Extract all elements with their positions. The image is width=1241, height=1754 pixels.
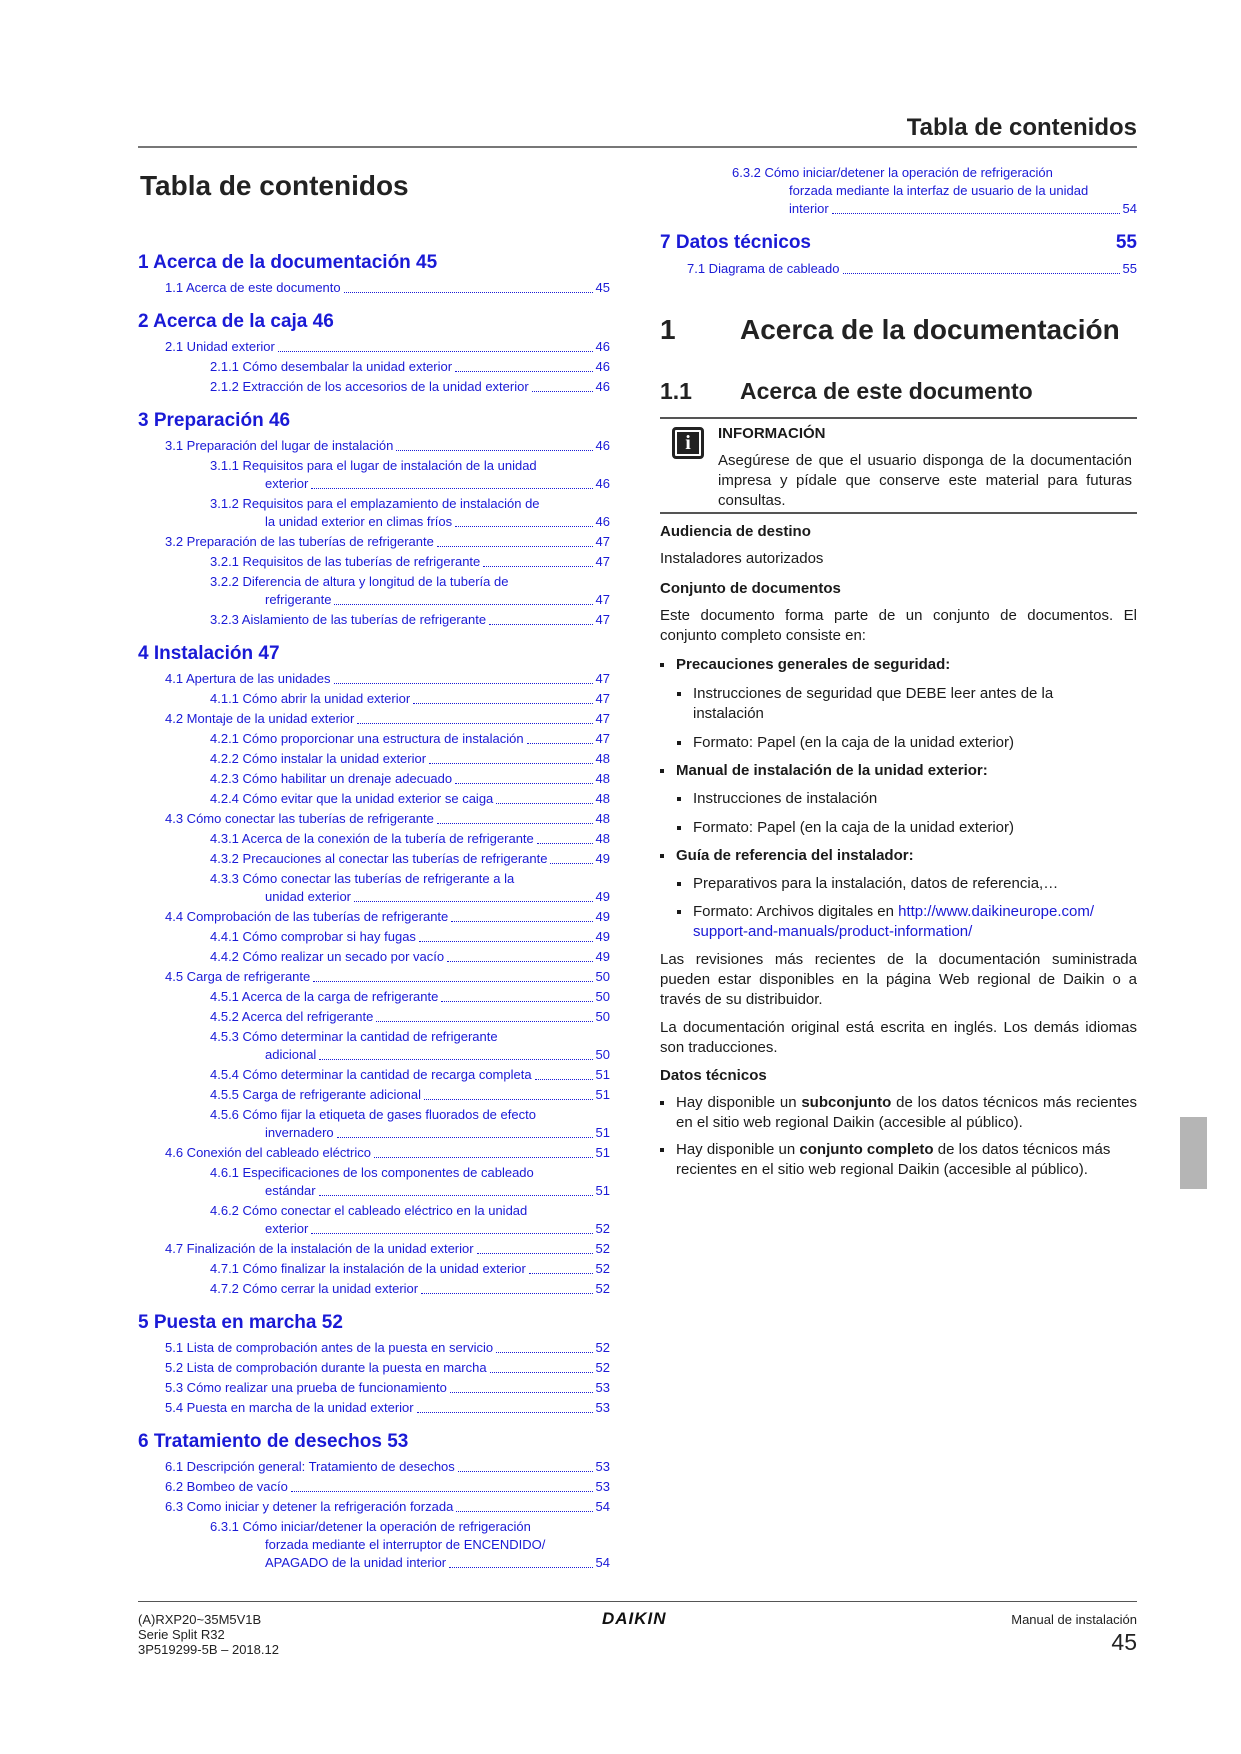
toc-entry[interactable]: 5.2 Lista de comprobación durante la puesta en marcha 52 (165, 1360, 610, 1375)
daikin-link[interactable]: http://www.daikineurope.com/ support-and-manuals/product-information/ (693, 903, 1095, 940)
toc-chapter-4[interactable]: 4 Instalación 47 (138, 643, 280, 664)
revisiones-text: Las revisiones más recientes de la documentación suministrada pueden estar disponibles en la página Web regional de Daikin o a través de su distribuidor. (660, 951, 1137, 1008)
bullet-item: Hay disponible un subconjunto de los datos técnicos más recientes en el sitio web regional Daikin (accesible al público). (660, 1093, 1137, 1133)
info-text: Asegúrese de que el usuario disponga de la documentación impresa y pídale que conserve este material para futuras consultas. (718, 452, 1132, 509)
toc-entry[interactable]: 4.5.5 Carga de refrigerante adicional 51 (210, 1087, 610, 1102)
toc-entry[interactable]: 6.3.2 Cómo iniciar/detener la operación de refrigeración forzada mediante la interfaz de usuario de la unidad interior 54 (732, 165, 1137, 216)
toc-entry[interactable]: 4.5.4 Cómo determinar la cantidad de recarga completa 51 (210, 1067, 610, 1082)
toc-title: Tabla de contenidos (140, 170, 409, 201)
info-box (660, 417, 1137, 514)
toc-entry[interactable]: 3.2 Preparación de las tuberías de refrigerante 47 (165, 534, 610, 549)
toc-entry[interactable]: 4.6.1 Especificaciones de los componentes de cableado estándar 51 (210, 1165, 610, 1198)
toc-entry[interactable]: 3.1.1 Requisitos para el lugar de instalación de la unidad exterior 46 (210, 458, 610, 491)
toc-right-column (660, 164, 1137, 280)
toc-entry[interactable]: 5.1 Lista de comprobación antes de la puesta en servicio 52 (165, 1340, 610, 1355)
audiencia-text: Instaladores autorizados (660, 550, 824, 567)
toc-entry[interactable]: 4.3 Cómo conectar las tuberías de refrigerante 48 (165, 811, 610, 826)
sub-bullet-item: Instrucciones de seguridad que DEBE leer antes de la instalación (677, 684, 1117, 724)
sub-bullet-item: Formato: Archivos digitales en http://www.daikineurope.com/ support-and-manuals/product-information/ (677, 902, 1117, 942)
section-1-1-heading: 1.1 Acerca de este documento (660, 378, 1033, 404)
toc-entry[interactable]: 2.1.1 Cómo desembalar la unidad exterior 46 (210, 359, 610, 374)
toc-entry[interactable]: 4.5.1 Acerca de la carga de refrigerante 50 (210, 989, 610, 1004)
toc-entry[interactable]: 4.5.6 Cómo fijar la etiqueta de gases fluorados de efecto invernadero 51 (210, 1107, 610, 1140)
sub-bullet-item: Formato: Papel (en la caja de la unidad exterior) (677, 818, 1117, 838)
header-rule (138, 146, 1137, 148)
toc-entry[interactable]: 6.3.1 Cómo iniciar/detener la operación de refrigeración forzada mediante el interruptor de ENCENDIDO/ APAGADO de la unidad interior 54 (210, 1519, 610, 1570)
toc-entry[interactable]: 4.5.3 Cómo determinar la cantidad de refrigerante adicional 50 (210, 1029, 610, 1062)
toc-chapter-7[interactable]: 7 Datos técnicos 55 (660, 232, 1137, 253)
page-number: 45 (1111, 1629, 1137, 1655)
toc-entry[interactable]: 3.1 Preparación del lugar de instalación 46 (165, 438, 610, 453)
toc-entry[interactable]: 4.3.1 Acerca de la conexión de la tubería de refrigerante 48 (210, 831, 610, 846)
toc-entry[interactable]: 4.7.1 Cómo finalizar la instalación de la unidad exterior 52 (210, 1261, 610, 1276)
toc-entry[interactable]: 4.2.1 Cómo proporcionar una estructura de instalación 47 (210, 731, 610, 746)
toc-chapter-6[interactable]: 6 Tratamiento de desechos 53 (138, 1431, 409, 1452)
toc-entry[interactable]: 5.3 Cómo realizar una prueba de funcionamiento 53 (165, 1380, 610, 1395)
toc-chapter-2[interactable]: 2 Acerca de la caja 46 (138, 311, 334, 332)
toc-chapter-5[interactable]: 5 Puesta en marcha 52 (138, 1312, 343, 1333)
bullet-item: Manual de instalación de la unidad exterior: (660, 761, 1137, 781)
conjunto-heading: Conjunto de documentos (660, 580, 841, 597)
toc-entry[interactable]: 2.1 Unidad exterior 46 (165, 339, 610, 354)
info-title: INFORMACIÓN (718, 425, 826, 442)
toc-entry[interactable]: 2.1.2 Extracción de los accesorios de la unidad exterior 46 (210, 379, 610, 394)
toc-entry[interactable]: 3.2.1 Requisitos de las tuberías de refrigerante 47 (210, 554, 610, 569)
sub-bullet-item: Formato: Papel (en la caja de la unidad exterior) (677, 733, 1117, 753)
running-header-title: Tabla de contenidos (906, 114, 1137, 141)
original-text: La documentación original está escrita en inglés. Los demás idiomas son traducciones. (660, 1019, 1137, 1056)
footer-manual: Manual de instalación (1011, 1612, 1137, 1627)
toc-entry[interactable]: 4.7.2 Cómo cerrar la unidad exterior 52 (210, 1281, 610, 1296)
bullet-item: Hay disponible un conjunto completo de los datos técnicos más recientes en el sitio web regional Daikin (accesible al público). (660, 1140, 1137, 1180)
side-tab (1180, 1117, 1207, 1189)
footer-ref: 3P519299-5B – 2018.12 (138, 1642, 279, 1657)
footer-left (138, 1612, 279, 1657)
info-icon: i (672, 427, 704, 459)
toc-entry[interactable]: 6.3 Como iniciar y detener la refrigeración forzada 54 (165, 1499, 610, 1514)
toc-entry[interactable]: 4.5 Carga de refrigerante 50 (165, 969, 610, 984)
toc-entry[interactable]: 4.3.2 Precauciones al conectar las tuberías de refrigerante 49 (210, 851, 610, 866)
toc-entry[interactable]: 4.1 Apertura de las unidades 47 (165, 671, 610, 686)
toc-entry[interactable]: 6.2 Bombeo de vacío 53 (165, 1479, 610, 1494)
toc-entry[interactable]: 5.4 Puesta en marcha de la unidad exterior 53 (165, 1400, 610, 1415)
daikin-logo: DAIKIN (602, 1609, 667, 1628)
section-1-heading: 1 Acerca de la documentación (660, 314, 1120, 345)
sub-bullet-item: Instrucciones de instalación (677, 789, 1117, 809)
toc-entry[interactable]: 1.1 Acerca de este documento 45 (165, 280, 610, 295)
audiencia-heading: Audiencia de destino (660, 523, 811, 540)
toc-entry[interactable]: 4.5.2 Acerca del refrigerante 50 (210, 1009, 610, 1024)
toc-entry[interactable]: 4.3.3 Cómo conectar las tuberías de refrigerante a la unidad exterior 49 (210, 871, 610, 904)
toc-entry[interactable]: 4.1.1 Cómo abrir la unidad exterior 47 (210, 691, 610, 706)
toc-entry[interactable]: 3.2.3 Aislamiento de las tuberías de refrigerante 47 (210, 612, 610, 627)
toc-entry[interactable]: 4.2 Montaje de la unidad exterior 47 (165, 711, 610, 726)
toc-entry[interactable]: 4.7 Finalización de la instalación de la unidad exterior 52 (165, 1241, 610, 1256)
toc-entry[interactable]: 4.4.1 Cómo comprobar si hay fugas 49 (210, 929, 610, 944)
sub-bullet-item: Preparativos para la instalación, datos de referencia,… (677, 874, 1117, 894)
footer-model: (A)RXP20~35M5V1B (138, 1612, 262, 1627)
conjunto-text: Este documento forma parte de un conjunto de documentos. El conjunto completo consiste en: (660, 607, 1137, 644)
toc-entry[interactable]: 3.1.2 Requisitos para el emplazamiento de instalación de la unidad exterior en climas fríos 46 (210, 496, 610, 529)
toc-entry[interactable]: 7.1 Diagrama de cableado 55 (687, 261, 1137, 276)
bullet-item: Precauciones generales de seguridad: (660, 655, 1137, 675)
toc-entry[interactable]: 6.1 Descripción general: Tratamiento de desechos 53 (165, 1459, 610, 1474)
datos-heading: Datos técnicos (660, 1067, 767, 1084)
footer-serie: Serie Split R32 (138, 1627, 225, 1642)
toc-entry[interactable]: 4.6.2 Cómo conectar el cableado eléctrico en la unidad exterior 52 (210, 1203, 610, 1236)
toc-entry[interactable]: 4.2.4 Cómo evitar que la unidad exterior se caiga 48 (210, 791, 610, 806)
footer-rule (138, 1601, 1137, 1602)
toc-entry[interactable]: 4.4 Comprobación de las tuberías de refrigerante 49 (165, 909, 610, 924)
toc-left-column (138, 252, 610, 1574)
toc-chapter-3[interactable]: 3 Preparación 46 (138, 410, 291, 431)
bullet-item: Guía de referencia del instalador: (660, 846, 1137, 866)
toc-entry[interactable]: 4.2.2 Cómo instalar la unidad exterior 48 (210, 751, 610, 766)
toc-entry[interactable]: 4.2.3 Cómo habilitar un drenaje adecuado 48 (210, 771, 610, 786)
toc-entry[interactable]: 4.4.2 Cómo realizar un secado por vacío 49 (210, 949, 610, 964)
toc-entry[interactable]: 4.6 Conexión del cableado eléctrico 51 (165, 1145, 610, 1160)
toc-entry[interactable]: 3.2.2 Diferencia de altura y longitud de la tubería de refrigerante 47 (210, 574, 610, 607)
toc-chapter-1[interactable]: 1 Acerca de la documentación 45 (138, 252, 438, 273)
